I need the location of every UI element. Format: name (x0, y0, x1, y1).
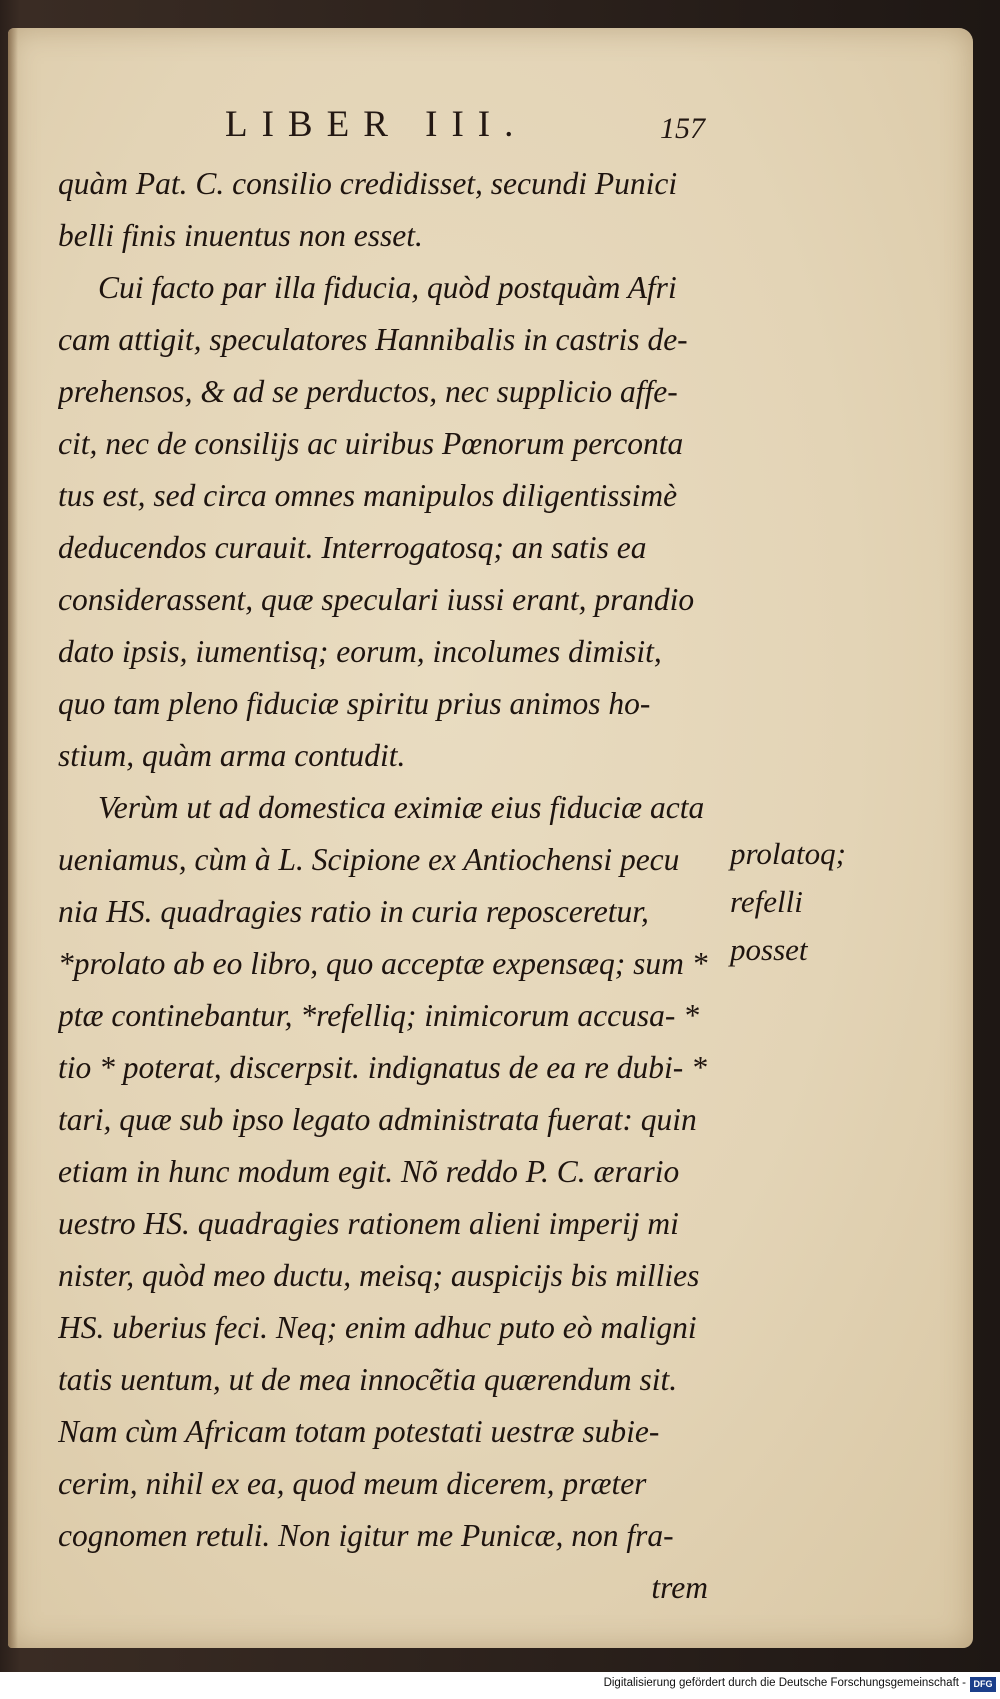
text-line: prehensos, & ad se perductos, nec supplicio affe- (58, 374, 678, 409)
margin-notes (730, 830, 846, 974)
digitization-footer (0, 1672, 1000, 1699)
text-line: cam attigit, speculatores Hannibalis in castris de- (58, 322, 688, 357)
text-line: tatis uentum, ut de mea innocẽtia quærendum sit. (58, 1362, 678, 1397)
text-line: deducendos curauit. Interrogatosq; an satis ea (58, 530, 647, 565)
text-line: HS. uberius feci. Neq; enim adhuc puto eò maligni (58, 1310, 697, 1345)
text-line: tari, quæ sub ipso legato administrata fuerat: quin (58, 1102, 697, 1137)
text-line: quo tam pleno fiduciæ spiritu prius animos ho- (58, 686, 651, 721)
page-edge (8, 28, 18, 1648)
running-head: LIBER III. (225, 104, 528, 145)
text-line: nister, quòd meo ductu, meisq; auspicijs bis millies (58, 1258, 700, 1293)
text-line: ptæ continebantur, *refelliq; inimicorum accusa- * (58, 998, 699, 1033)
dfg-logo: DFG (970, 1677, 996, 1692)
text-line: Verùm ut ad domestica eximiæ eius fiduciæ acta (98, 790, 705, 825)
text-line: uestro HS. quadragies rationem alieni imperij mi (58, 1206, 679, 1241)
text-line: cerim, nihil ex ea, quod meum dicerem, præter (58, 1466, 647, 1501)
text-line: etiam in hunc modum egit. Nõ reddo P. C. ærario (58, 1154, 680, 1189)
margin-note: refelli (730, 884, 803, 919)
text-line: stium, quàm arma contudit. (58, 738, 406, 773)
text-line: ueniamus, cùm à L. Scipione ex Antiochensi pecu (58, 842, 680, 877)
text-line: tio * poterat, discerpsit. indignatus de ea re dubi- * (58, 1050, 707, 1085)
text-line: tus est, sed circa omnes manipulos diligentissimè (58, 478, 678, 513)
text-line: considerassent, quæ speculari iussi erant, prandio (58, 582, 695, 617)
body-text (58, 158, 718, 1614)
text-line: quàm Pat. C. consilio credidisset, secundi Punici (58, 166, 678, 201)
page-number: 157 (660, 112, 705, 145)
text-line: cognomen retuli. Non igitur me Punicæ, non fra- (58, 1518, 674, 1553)
text-line: cit, nec de consilijs ac uiribus Pœnorum perconta (58, 426, 684, 461)
margin-note: prolatoq; (730, 836, 846, 871)
margin-note: posset (730, 932, 808, 967)
catchword: trem (651, 1570, 708, 1605)
text-line: *prolato ab eo libro, quo acceptæ expensæq; sum * (58, 946, 708, 981)
text-line: Nam cùm Africam totam potestati uestræ subie- (58, 1414, 660, 1449)
text-line: belli finis inuentus non esset. (58, 218, 423, 253)
text-line: Cui facto par illa fiducia, quòd postquàm Afri (98, 270, 677, 305)
text-line: nia HS. quadragies ratio in curia reposceretur, (58, 894, 649, 929)
text-line: dato ipsis, iumentisq; eorum, incolumes dimisit, (58, 634, 662, 669)
footer-credit: Digitalisierung gefördert durch die Deutsche Forschungsgemeinschaft - (603, 1677, 966, 1689)
